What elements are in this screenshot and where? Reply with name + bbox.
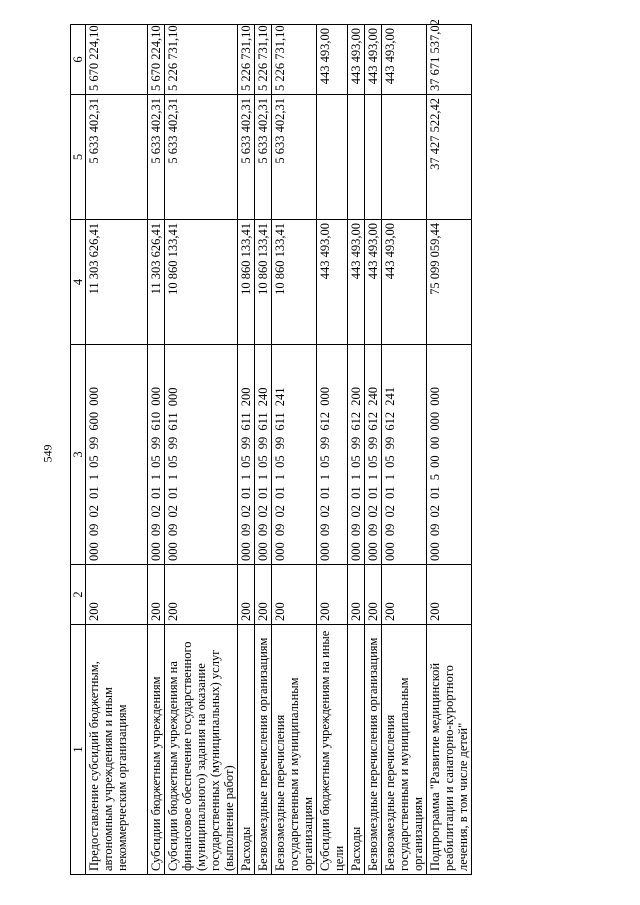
table-row	[255, 25, 272, 875]
row-code: 200	[165, 565, 238, 625]
row-code: 200	[238, 565, 255, 625]
header-cell: 6	[71, 25, 86, 95]
row-code: 200	[365, 565, 382, 625]
row-name: Безвозмездные перечисления организациям	[255, 625, 272, 875]
row-name: Субсидии бюджетным учреждениям на финансовое обеспечение государственного (муниципального) задания на оказание государственных (муниципальных) услуг (выполнение работ)	[165, 625, 238, 875]
row-value-6: 5 226 731,10	[272, 25, 317, 95]
header-cell: 5	[71, 95, 86, 220]
rotated-table-container	[70, 19, 613, 875]
row-code: 200	[317, 565, 348, 625]
row-value-5: 5 633 402,31	[86, 95, 148, 220]
row-value-6: 5 670 224,10	[86, 25, 148, 95]
row-value-6: 5 670 224,10	[148, 25, 165, 95]
budget-table	[70, 19, 472, 875]
row-code: 200	[427, 565, 472, 625]
row-kbk: 000 09 02 01 1 05 99 612 241	[382, 345, 427, 565]
row-kbk: 000 09 02 01 1 05 99 611 240	[255, 345, 272, 565]
row-name: Предоставление субсидий бюджетным, автономным учреждениям и иным некоммерческим организациям	[86, 625, 148, 875]
row-value-5: 5 633 402,31	[255, 95, 272, 220]
row-name: Безвозмездные перечисления государственным и муниципальным организациям	[382, 625, 427, 875]
row-name: Субсидии бюджетным учреждениям	[148, 625, 165, 875]
table-row	[317, 25, 348, 875]
row-code: 200	[255, 565, 272, 625]
row-value-4: 10 860 133,41	[272, 220, 317, 345]
row-value-4: 11 303 626,41	[148, 220, 165, 345]
header-cell: 4	[71, 220, 86, 345]
table-row	[148, 25, 165, 875]
row-value-5	[365, 95, 382, 220]
row-name: Субсидии бюджетным учреждениям на иные цели	[317, 625, 348, 875]
row-kbk: 000 09 02 01 5 00 00 000 000	[427, 345, 472, 565]
page-number: 549	[40, 444, 55, 463]
table-row	[382, 25, 427, 875]
row-name: Подпрограмма "Развитие медицинской реабилитации и санаторно-курортного лечения, в том числе детей"	[427, 625, 472, 875]
row-name: Расходы	[238, 625, 255, 875]
row-kbk: 000 09 02 01 1 05 99 611 241	[272, 345, 317, 565]
row-value-4: 443 493,00	[365, 220, 382, 345]
row-value-6: 443 493,00	[365, 25, 382, 95]
row-kbk: 000 09 02 01 1 05 99 611 000	[165, 345, 238, 565]
table-row	[86, 25, 148, 875]
row-value-4: 10 860 133,41	[238, 220, 255, 345]
row-value-6: 37 671 537,02	[427, 25, 472, 95]
row-kbk: 000 09 02 01 1 05 99 612 000	[317, 345, 348, 565]
row-value-5	[382, 95, 427, 220]
row-value-6: 443 493,00	[348, 25, 365, 95]
row-value-5: 5 633 402,31	[272, 95, 317, 220]
row-code: 200	[148, 565, 165, 625]
row-value-4: 11 303 626,41	[86, 220, 148, 345]
row-kbk: 000 09 02 01 1 05 99 611 200	[238, 345, 255, 565]
row-kbk: 000 09 02 01 1 05 99 612 240	[365, 345, 382, 565]
row-value-6: 5 226 731,10	[165, 25, 238, 95]
table-row	[272, 25, 317, 875]
row-value-5	[348, 95, 365, 220]
row-value-5: 5 633 402,31	[238, 95, 255, 220]
row-value-5: 37 427 522,42	[427, 95, 472, 220]
row-name: Расходы	[348, 625, 365, 875]
table-row	[427, 25, 472, 875]
row-code: 200	[272, 565, 317, 625]
table-row	[365, 25, 382, 875]
table-row	[348, 25, 365, 875]
row-value-6: 5 226 731,10	[238, 25, 255, 95]
row-value-5	[317, 95, 348, 220]
row-code: 200	[382, 565, 427, 625]
header-cell: 1	[71, 625, 86, 875]
header-cell: 3	[71, 345, 86, 565]
row-name: Безвозмездные перечисления организациям	[365, 625, 382, 875]
row-value-4: 10 860 133,41	[255, 220, 272, 345]
table-row	[238, 25, 255, 875]
header-cell: 2	[71, 565, 86, 625]
row-value-4: 443 493,00	[348, 220, 365, 345]
row-value-4: 443 493,00	[382, 220, 427, 345]
row-value-4: 75 099 059,44	[427, 220, 472, 345]
row-value-5: 5 633 402,31	[148, 95, 165, 220]
row-kbk: 000 09 02 01 1 05 99 612 200	[348, 345, 365, 565]
row-kbk: 000 09 02 01 1 05 99 600 000	[86, 345, 148, 565]
row-kbk: 000 09 02 01 1 05 99 610 000	[148, 345, 165, 565]
table-row	[165, 25, 238, 875]
table-header-row	[71, 25, 86, 875]
row-name: Безвозмездные перечисления государственным и муниципальным организациям	[272, 625, 317, 875]
row-value-4: 10 860 133,41	[165, 220, 238, 345]
row-value-6: 443 493,00	[382, 25, 427, 95]
row-value-6: 5 226 731,10	[255, 25, 272, 95]
row-value-4: 443 493,00	[317, 220, 348, 345]
row-value-6: 443 493,00	[317, 25, 348, 95]
row-code: 200	[348, 565, 365, 625]
row-code: 200	[86, 565, 148, 625]
row-value-5: 5 633 402,31	[165, 95, 238, 220]
